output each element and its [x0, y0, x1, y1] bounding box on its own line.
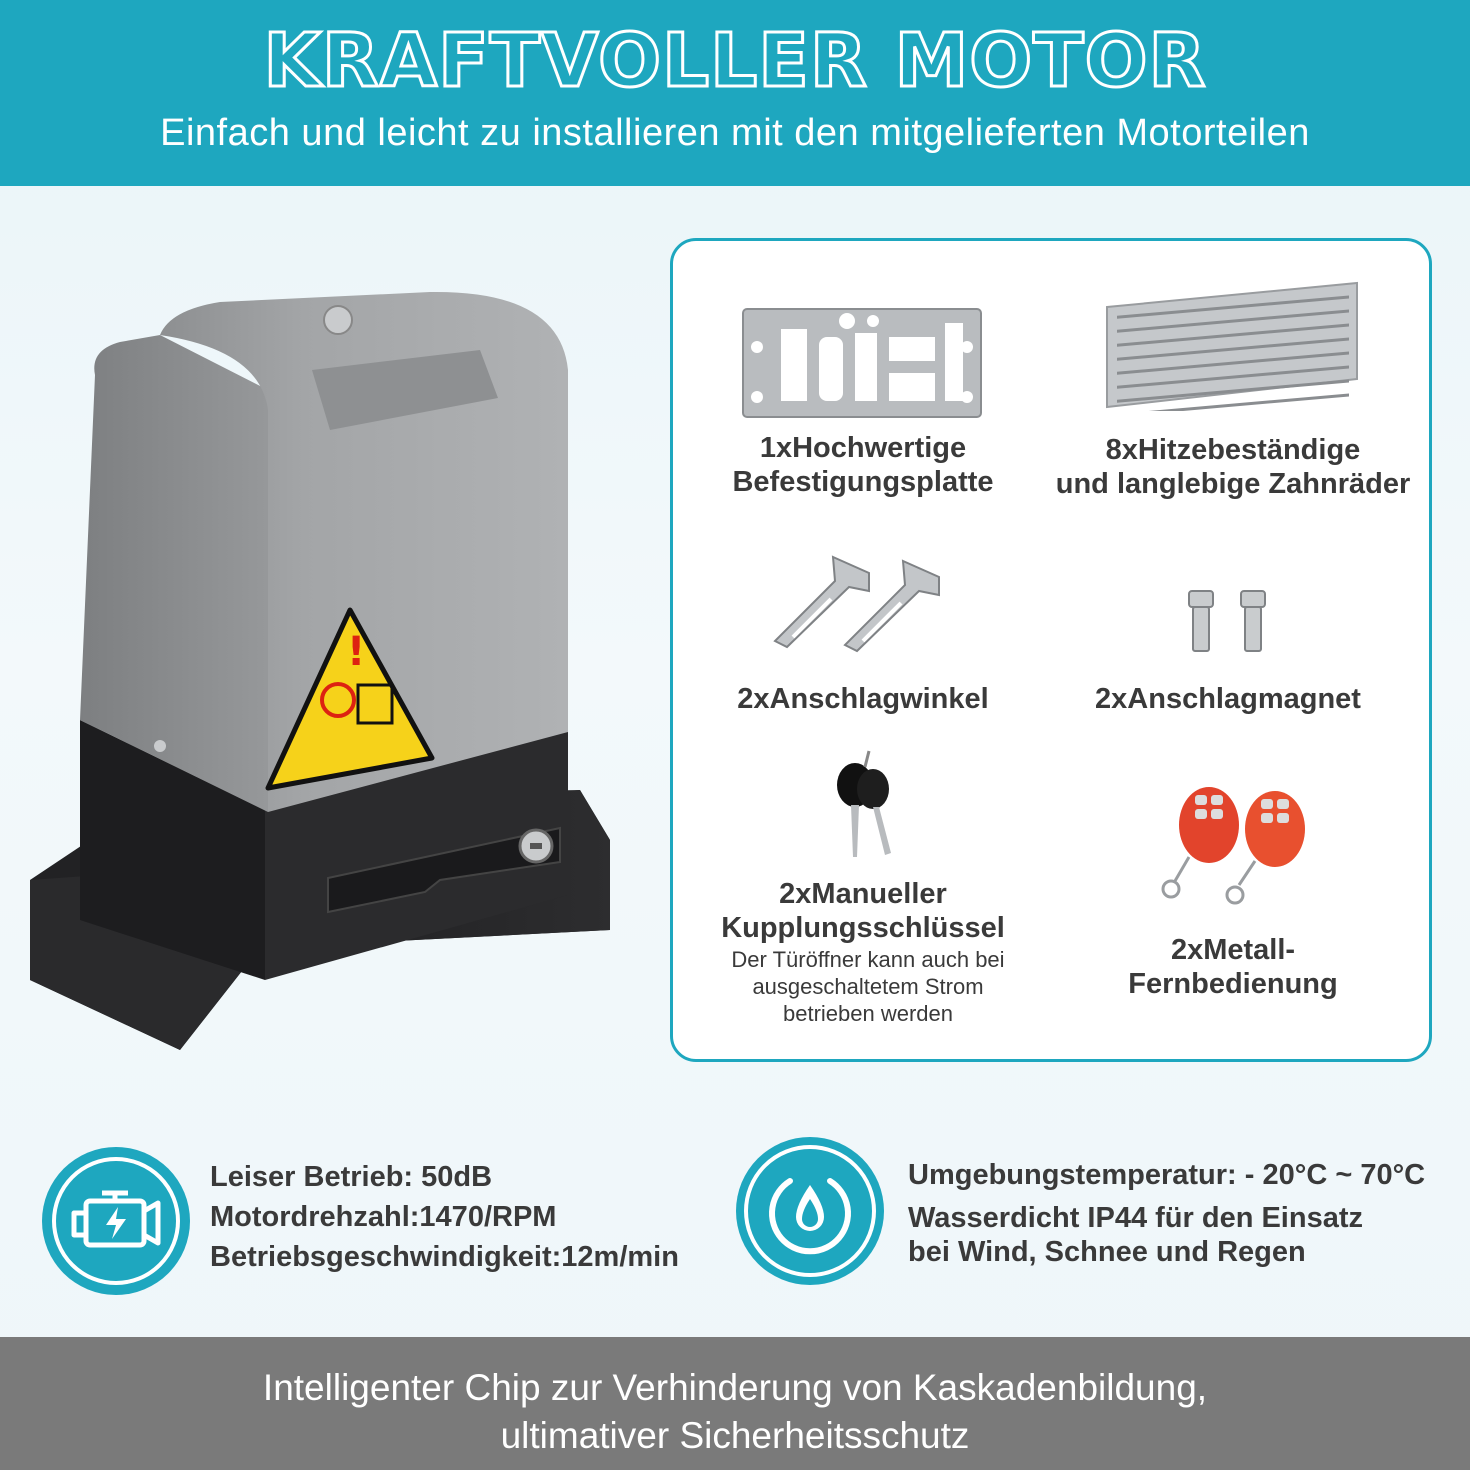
accessory-label-remote-control: 2xMetall- Fernbedienung: [1128, 934, 1338, 1000]
accessory-note-key: Der Türöffner kann auch bei ausgeschaltetem Strom betrieben werden: [731, 947, 1005, 1026]
feature-list-environment: [908, 1155, 1425, 1269]
page-subtitle: Einfach und leicht zu installieren mit den mitgelieferten Motorteilen: [160, 112, 1310, 154]
feature-speed: Betriebsgeschwindigkeit:12m/min: [210, 1241, 679, 1273]
footer-line-1: Intelligenter Chip zur Verhinderung von Kaskadenbildung,: [262, 1367, 1208, 1408]
page-title: KRAFTVOLLER MOTOR: [263, 18, 1207, 104]
feature-noise: Leiser Betrieb: 50dB: [210, 1161, 493, 1193]
accessories-panel: [670, 238, 1432, 1062]
header-banner: [0, 0, 1470, 186]
gate-motor-image: [20, 280, 630, 1060]
key-icon: [833, 749, 899, 861]
water-drop-icon: [732, 1133, 888, 1289]
feature-rpm: Motordrehzahl:1470/RPM: [210, 1201, 557, 1233]
feature-temperature: Umgebungstemperatur: - 20°C ~ 70°C: [908, 1159, 1426, 1191]
accessory-label-key: 2xManueller Kupplungsschlüssel: [721, 878, 1005, 944]
feature-waterproof: Wasserdicht IP44 für den Einsatz: [908, 1202, 1363, 1234]
accessory-label-stop-magnet: 2xAnschlagmagnet: [1095, 683, 1361, 715]
footer-banner: [0, 1337, 1470, 1470]
remote-control-icon: [1159, 785, 1319, 909]
footer-line-2: ultimativer Sicherheitsschutz: [500, 1415, 970, 1456]
accessory-label-mounting-plate: 1xHochwertige Befestigungsplatte: [732, 432, 994, 498]
engine-icon: [38, 1143, 194, 1299]
stop-bracket-icon: [773, 553, 953, 653]
accessory-label-stop-bracket: 2xAnschlagwinkel: [737, 683, 989, 715]
svg-text:!: !: [347, 629, 366, 675]
mounting-plate-icon: [741, 307, 983, 419]
gear-rack-icon: [1103, 281, 1361, 411]
feature-list-motor: [210, 1157, 679, 1277]
accessory-label-gear-rack: 8xHitzebeständige und langlebige Zahnräder: [1055, 434, 1411, 500]
stop-magnet-icon: [1183, 589, 1273, 659]
feature-waterproof-detail: bei Wind, Schnee und Regen: [908, 1236, 1306, 1268]
